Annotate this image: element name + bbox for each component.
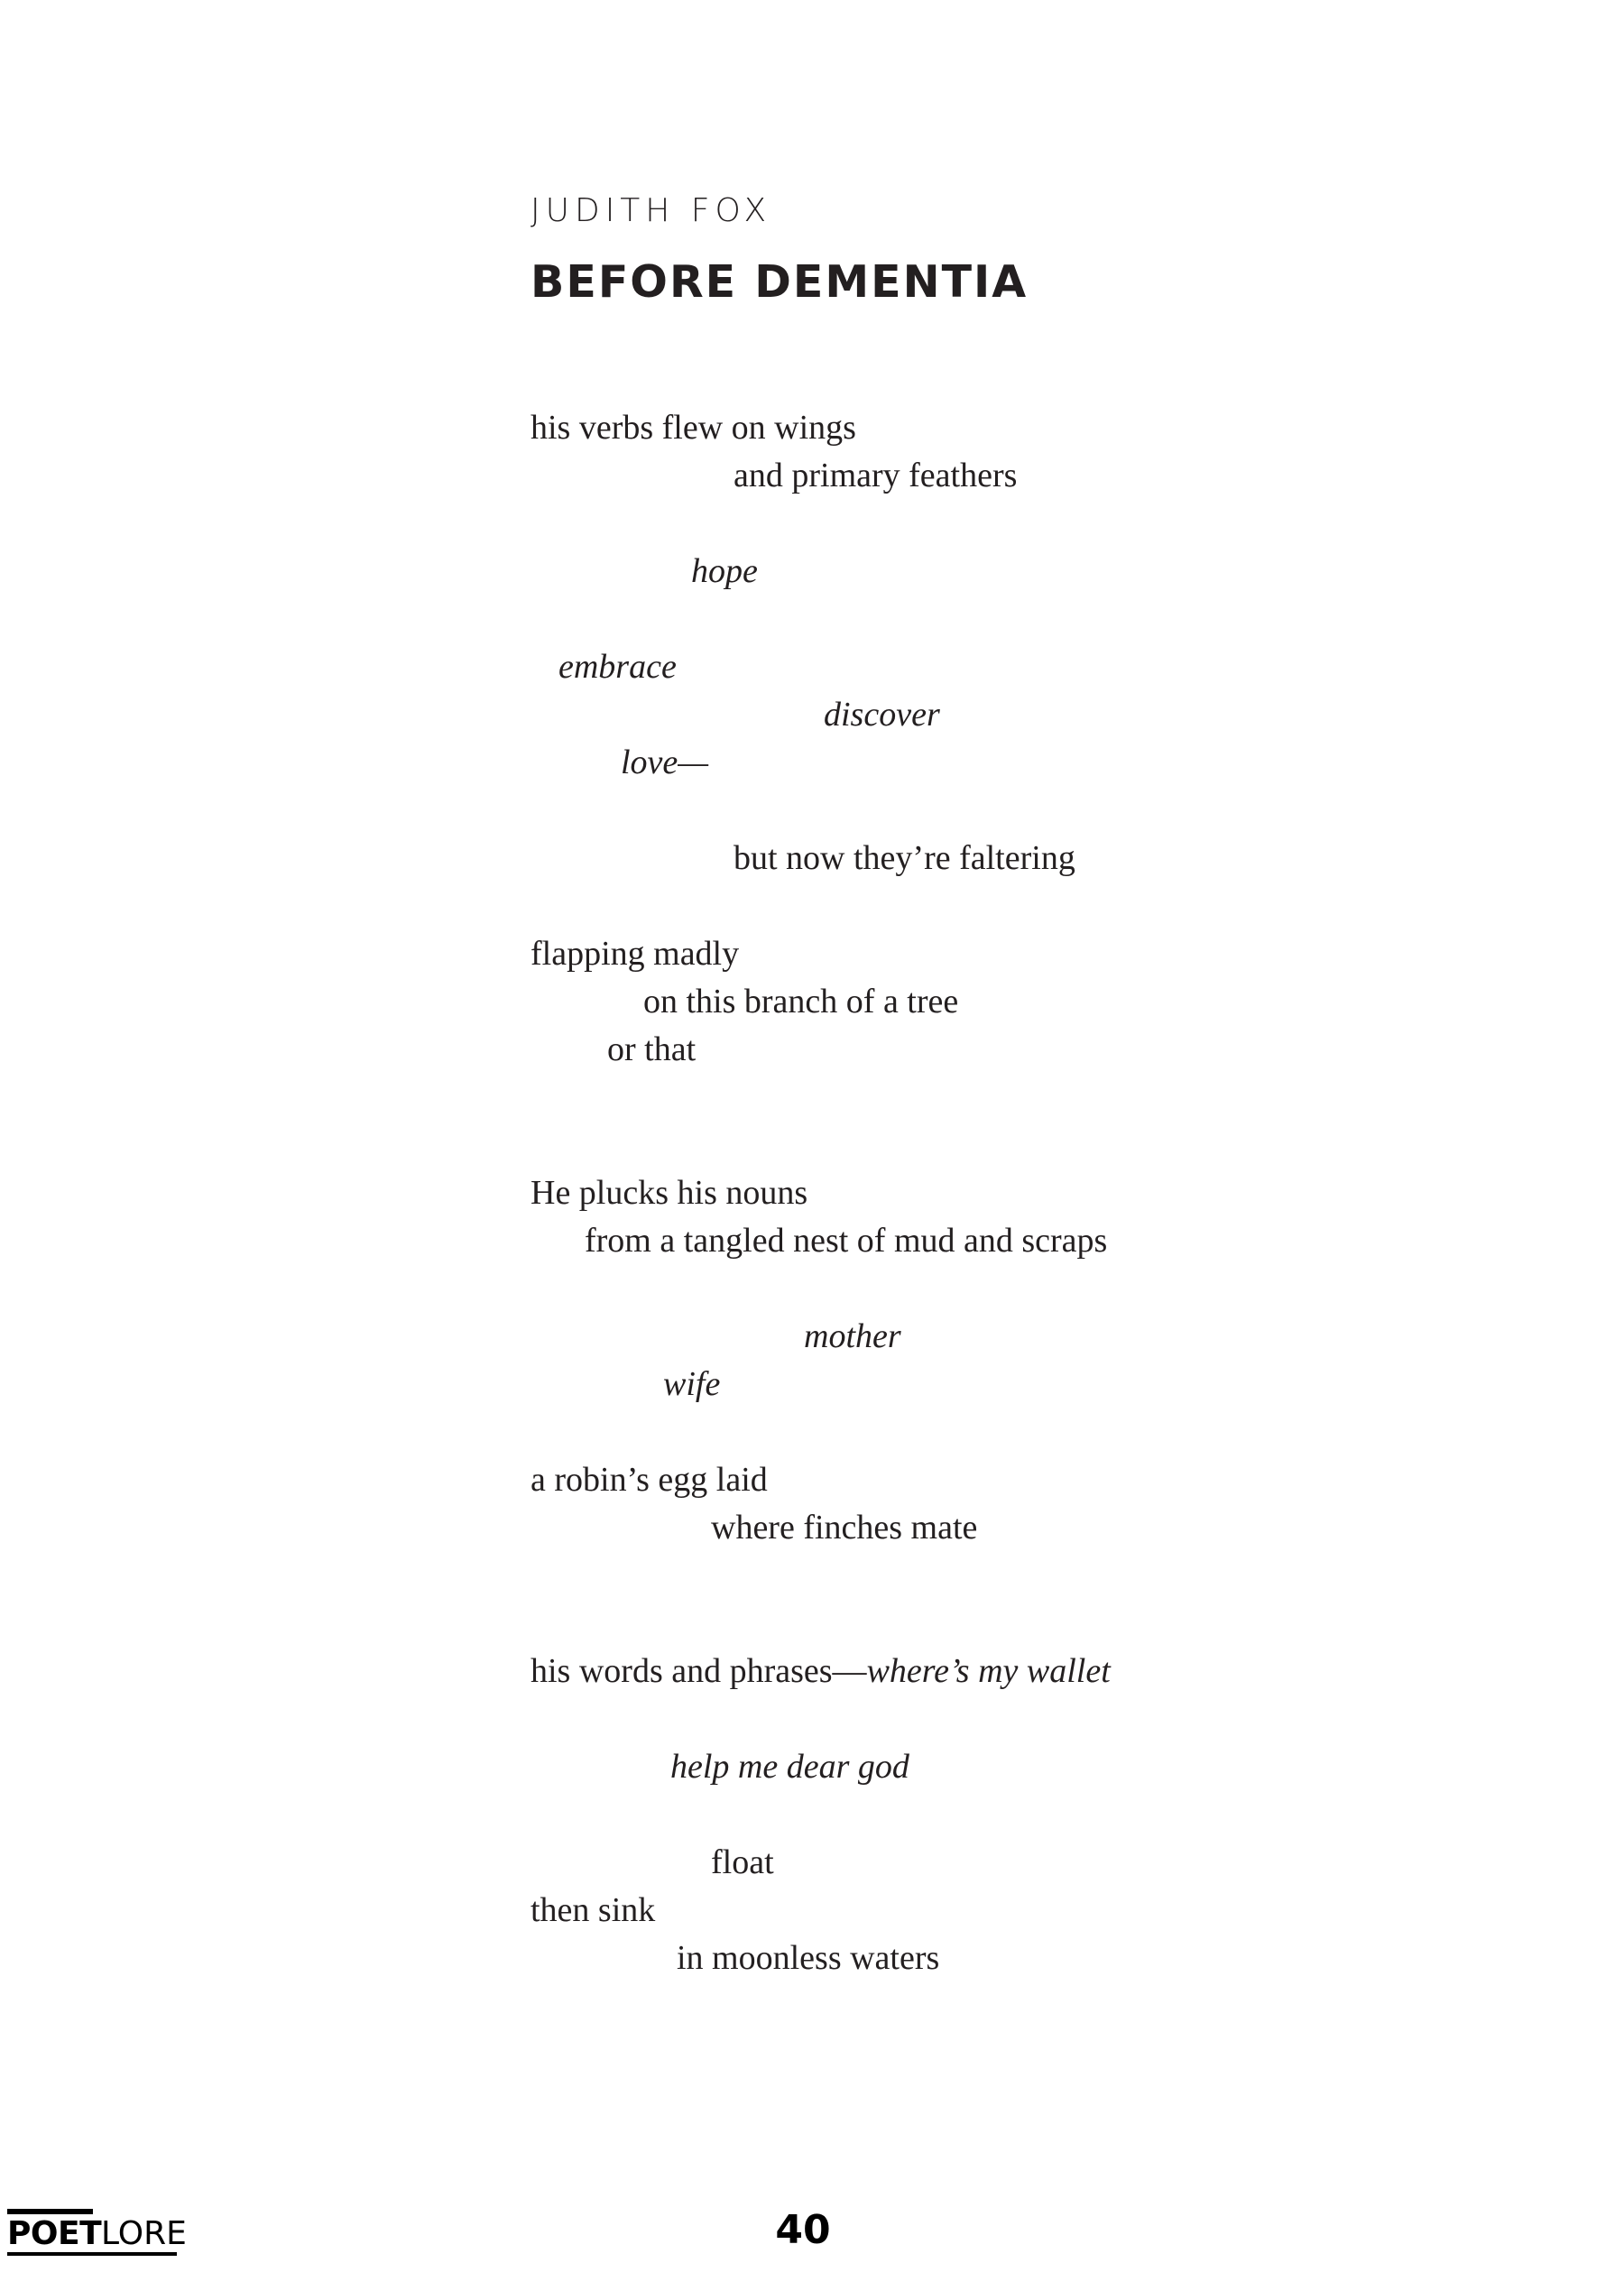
poem-line: help me dear god [670, 1748, 909, 1786]
poem-line: and primary feathers [734, 457, 1018, 494]
poem-title: BEFORE DEMENTIA [531, 256, 1029, 308]
poem-line: from a tangled nest of mud and scraps [585, 1222, 1108, 1260]
poem-line: embrace [558, 648, 677, 686]
logo-bar-bottom [7, 2252, 177, 2256]
poem-line: He plucks his nouns [531, 1174, 808, 1212]
poem-line: but now they’re faltering [734, 839, 1075, 877]
poem-line: a robin’s egg laid [531, 1461, 768, 1499]
poem-line: then sink [531, 1891, 656, 1929]
poem-line: float [711, 1843, 774, 1881]
poem-line-segment: where’s my wallet [866, 1652, 1111, 1690]
page-number: 40 [775, 2207, 831, 2253]
poem-line: discover [824, 696, 940, 734]
poem-line-segment: his words and phrases— [531, 1652, 867, 1690]
poem-line: flapping madly [531, 935, 740, 973]
poem-line: mother [804, 1317, 901, 1355]
logo-text-light: LORE [101, 2215, 187, 2252]
logo-text-bold: POET [7, 2215, 102, 2252]
poem-line: wife [663, 1365, 721, 1403]
author-name: JUDITH FOX [531, 192, 772, 229]
poem-line: hope [691, 552, 758, 590]
poem-line: love— [621, 743, 709, 781]
logo-bar-top [7, 2209, 93, 2214]
poem-line: where finches mate [711, 1509, 978, 1547]
poem-line: on this branch of a tree [643, 983, 959, 1021]
poem-line: his verbs flew on wings [531, 409, 856, 447]
poem-line [531, 1649, 1111, 1693]
poem-line: or that [607, 1030, 697, 1068]
poem-line: in moonless waters [677, 1939, 940, 1977]
